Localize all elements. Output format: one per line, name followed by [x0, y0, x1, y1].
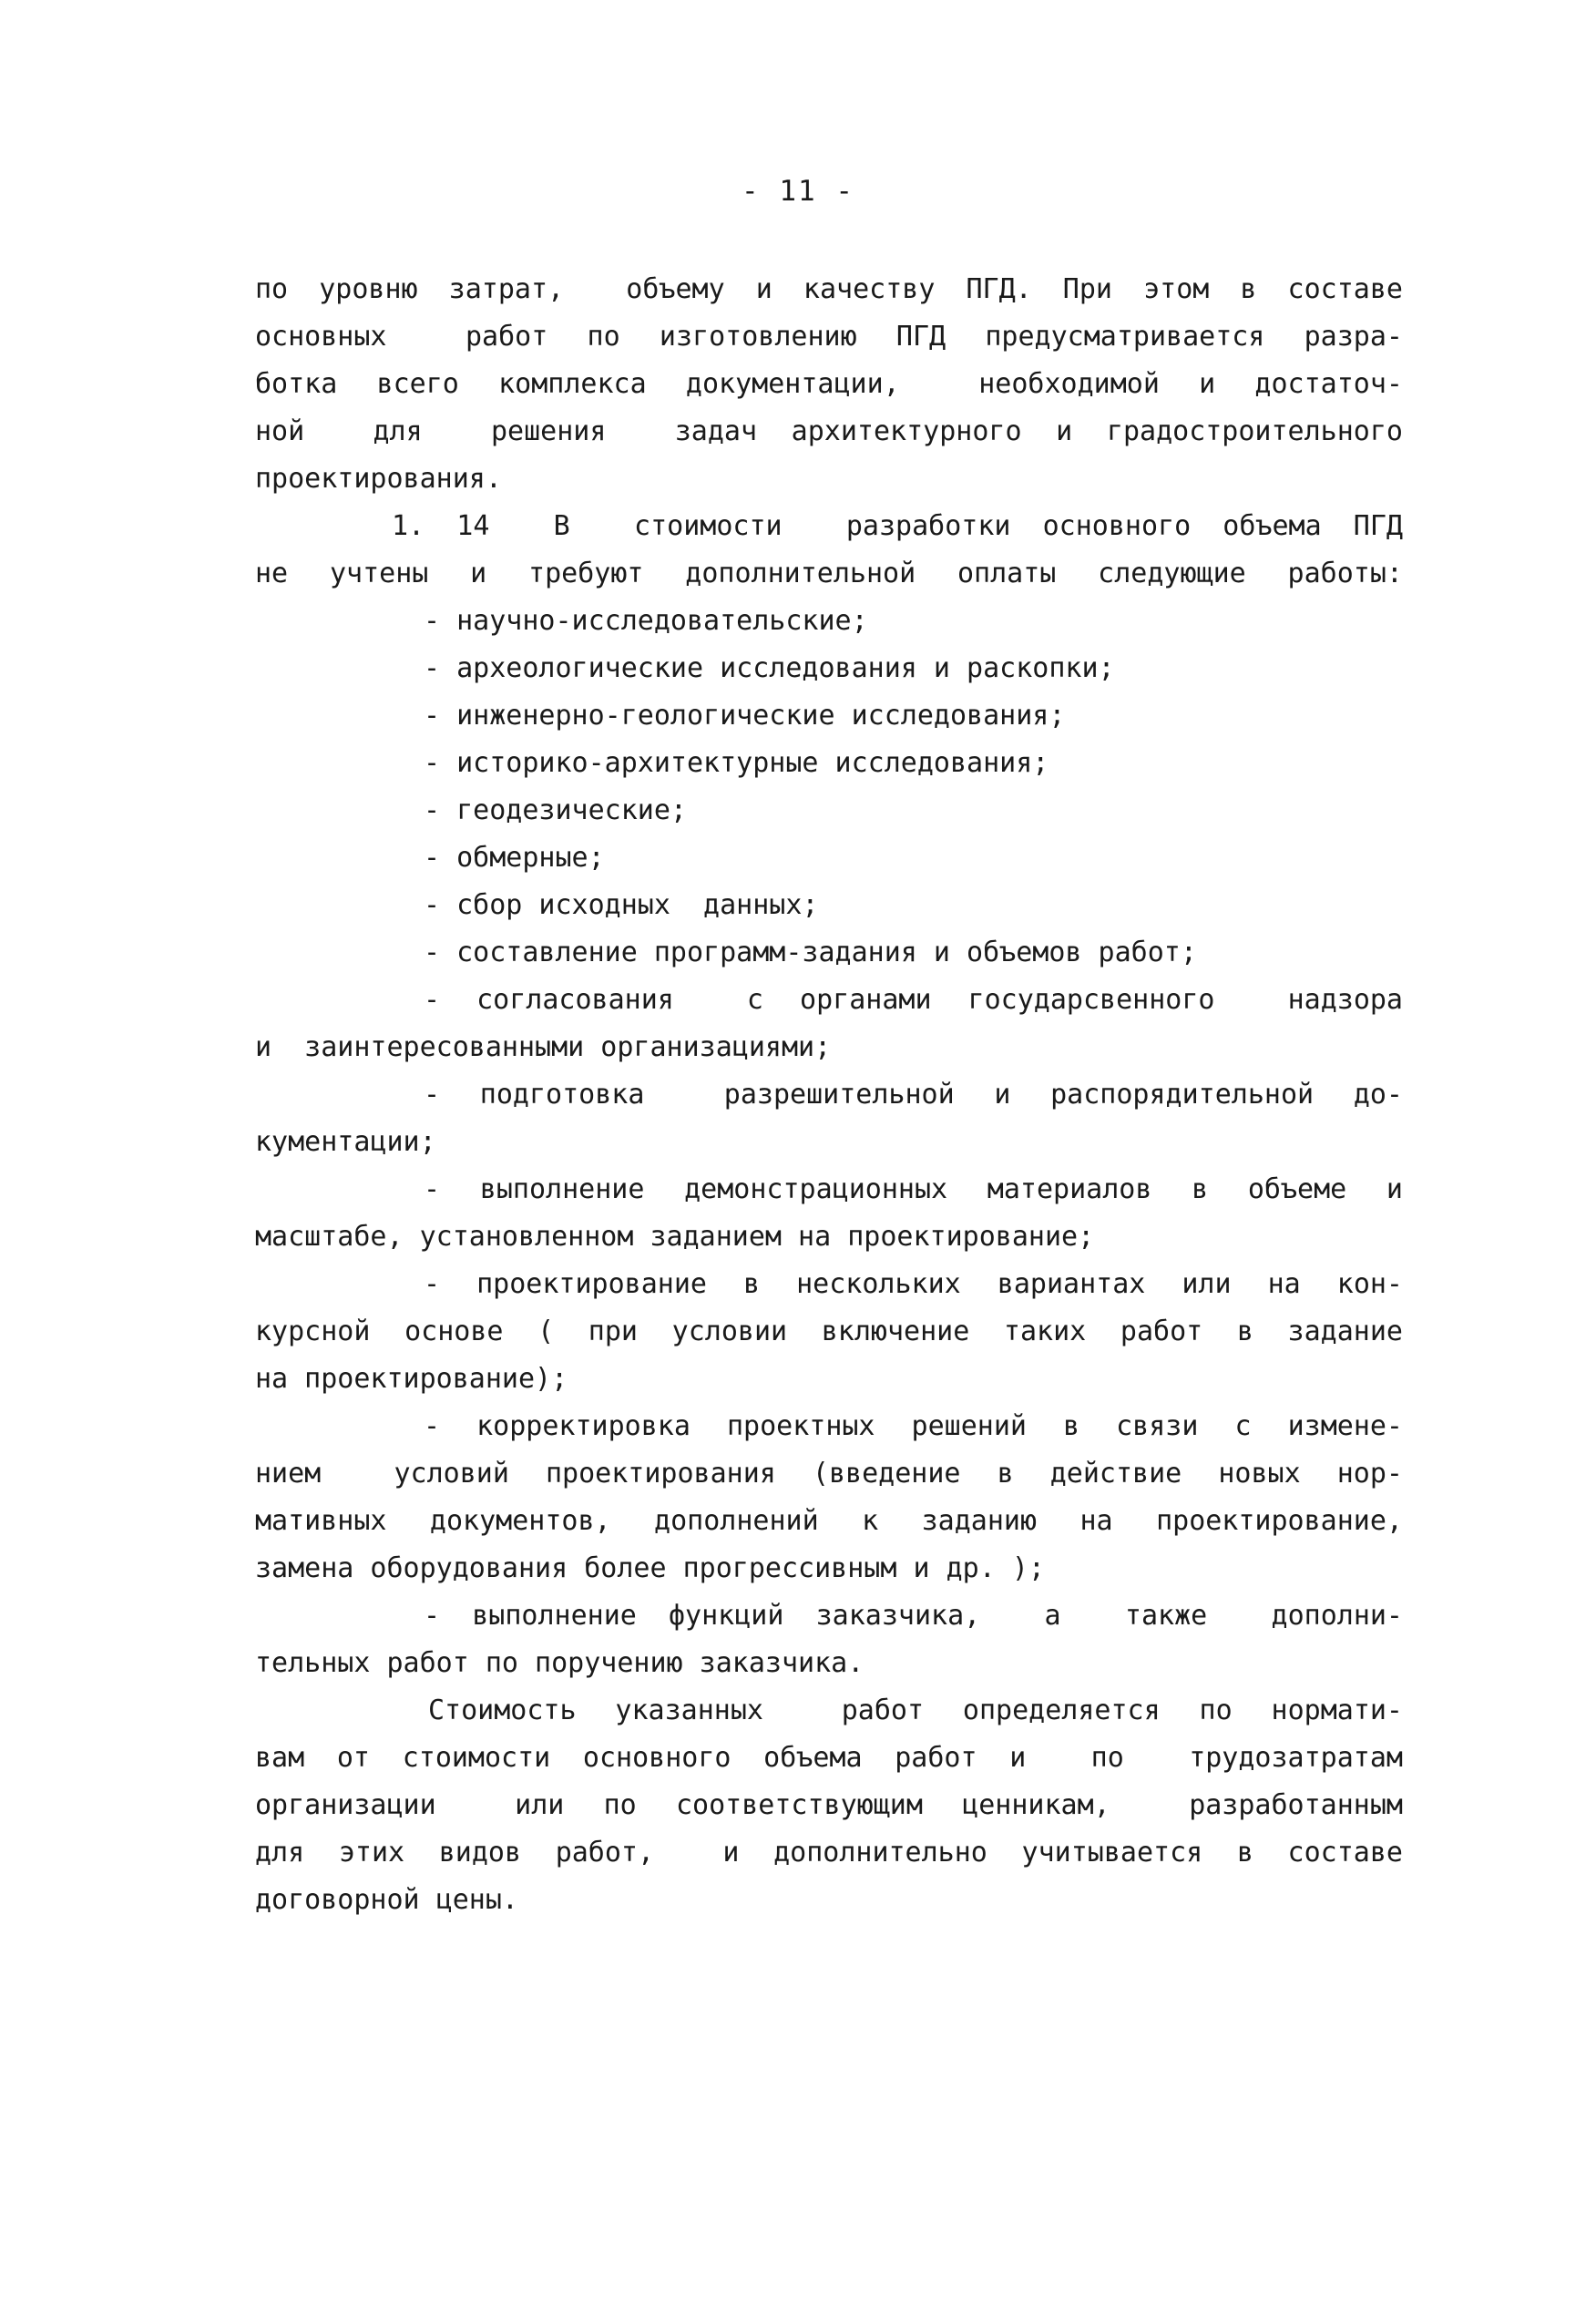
paragraph-first-line: Стоимость указанных работ определяется по нормати- — [428, 1695, 1403, 1726]
list-item-continuation: замена оборудования более прогрессивным и др. ); — [255, 1552, 1045, 1584]
list-item-continuation: масштабе, установленном заданием на проектирование; — [255, 1221, 1095, 1253]
list-item-continuation: кументации; — [255, 1126, 436, 1158]
list-item-continuation: на проектирование); — [255, 1363, 568, 1395]
section-heading-line: 1. 14 В стоимости разработки основного объема ПГД — [392, 510, 1403, 542]
list-item: - корректировка проектных решений в связи с измене- — [424, 1410, 1403, 1442]
list-item: - обмерные; — [424, 842, 605, 874]
text-line: для этих видов работ, и дополнительно учитывается в составе — [255, 1837, 1403, 1869]
list-item-continuation: и заинтересованными организациями; — [255, 1031, 832, 1063]
document-body — [255, 266, 1403, 1924]
text-line: основных работ по изготовлению ПГД предусматривается разра- — [255, 321, 1403, 353]
list-item: - подготовка разрешительной и распорядительной до- — [424, 1079, 1403, 1111]
list-item-continuation: курсной основе ( при условии включение таких работ в задание — [255, 1316, 1403, 1347]
text-line: ной для решения задач архитектурного и градостроительного — [255, 415, 1403, 447]
text-line: ботка всего комплекса документации, необходимой и достаточ- — [255, 368, 1403, 400]
text-line: по уровню затрат, объему и качеству ПГД. При этом в составе — [255, 273, 1403, 305]
list-item: - научно-исследовательские; — [424, 605, 868, 637]
list-item-continuation: мативных документов, дополнений к заданию на проектирование, — [255, 1505, 1403, 1537]
text-line: договорной цены. — [255, 1884, 518, 1916]
list-item-continuation: нием условий проектирования (введение в действие новых нор- — [255, 1458, 1403, 1490]
page-number: - 11 - — [742, 175, 854, 208]
list-item: - геодезические; — [424, 794, 687, 826]
list-item-continuation: тельных работ по поручению заказчика. — [255, 1647, 864, 1679]
list-item: - сбор исходных данных; — [424, 889, 819, 921]
text-line: организации или по соответствующим ценникам, разработанным — [255, 1789, 1403, 1821]
list-item: - инженерно-геологические исследования; — [424, 700, 1066, 732]
text-line: проектирования. — [255, 463, 502, 495]
list-item: - согласования с органами государсвенного надзора — [424, 984, 1403, 1016]
text-line: вам от стоимости основного объема работ и по трудозатратам — [255, 1742, 1403, 1774]
list-item: - составление программ-задания и объемов работ; — [424, 937, 1197, 968]
list-item: - выполнение демонстрационных материалов в объеме и — [424, 1173, 1403, 1205]
list-item: - историко-архитектурные исследования; — [424, 747, 1049, 779]
list-item: - проектирование в нескольких вариантах или на кон- — [424, 1268, 1403, 1300]
list-item: - выполнение функций заказчика, а также дополни- — [424, 1600, 1403, 1632]
text-line: не учтены и требуют дополнительной оплаты следующие работы: — [255, 558, 1403, 589]
list-item: - археологические исследования и раскопки; — [424, 652, 1115, 684]
